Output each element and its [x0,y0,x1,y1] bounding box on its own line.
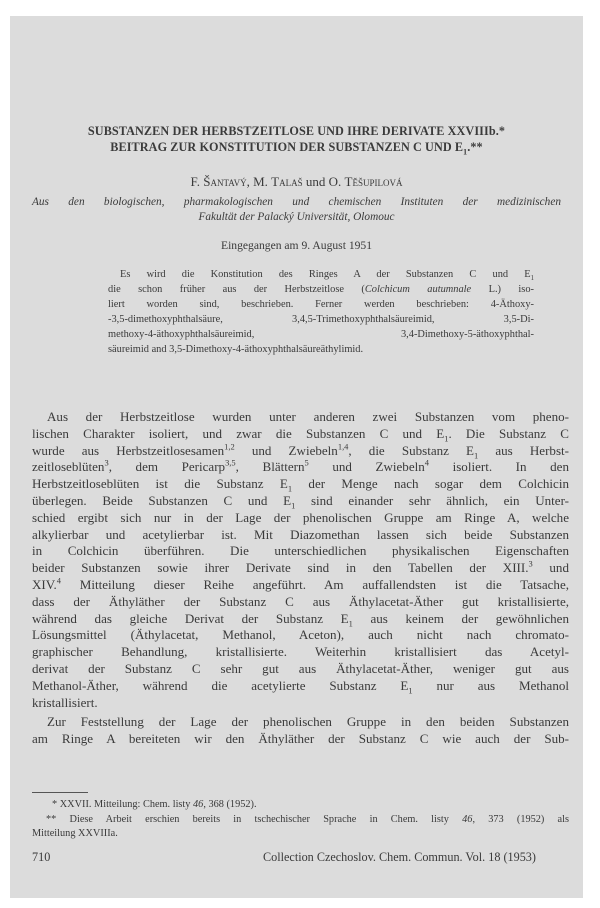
footnote-mark: ** [46,814,70,825]
text: aus Herbst- [478,442,569,458]
text: dass der Äthyläther der Substanz C aus Äthylacetat-Äther gut kristallisierte, [32,593,569,609]
paragraph-1-line [32,426,569,443]
reference-superscript: 1,2 [224,441,235,452]
institution-line-2: Fakultät der Palacký Universität, Olomouc [198,211,395,223]
reference-superscript: 4 [424,458,430,469]
subscript: 1 [348,618,353,629]
text: der Menge nach sogar dem Colchicin [292,476,569,492]
abstract-line [108,282,534,297]
text: Aus der Herbstzeitlose wurden unter anderen zwei Substanzen vom pheno- [47,409,569,424]
reference-superscript: 5 [304,458,309,469]
paragraph-2-line [32,731,569,748]
paragraph-1-line [32,409,569,426]
abstract [108,267,534,358]
abstract-line: -3,5-dimethoxyphthalsäure, 3,4,5-Trimethoxyphthalsäureimid, 3,5-Di- [108,314,534,326]
subscript: 1 [287,483,293,494]
footnote-mark: * [52,799,60,810]
body-text [32,409,569,748]
reference-superscript: 3 [528,558,533,569]
text: alkylierbar und acetylierbar ist. Mit Diazomethan lassen sich beide Substanzen [32,526,569,542]
reference-superscript: 1,4 [337,441,349,452]
author-separator: und O. [302,174,345,189]
authors [10,174,583,190]
scanned-page [10,16,583,898]
journal-citation: Collection Czechoslov. Chem. Commun. Vol. 18 (1953) [263,850,536,864]
subscript: 1 [444,433,449,444]
text: und [532,560,569,576]
paragraph-1-line [32,577,569,594]
text: in Colchicin überführen. Die unterschiedlichen physikalischen Eigenschaften [32,543,569,559]
paragraph-1-line [32,459,569,476]
text: wurde aus Herbstzeitlosesamen [32,442,225,458]
subscript: 1 [530,275,534,283]
author-1-name: Šantavý [203,174,247,189]
paragraph-1-line [32,476,569,493]
author-separator: , M. [246,174,272,189]
footnote-2-continued: Mitteilung XXVIIIa. [32,828,118,839]
text: am Ringe A bereiteten wir den Äthyläther der Substanz C wie auch der Sub- [32,731,569,747]
title-subscript: 1 [463,147,468,157]
text: Mitteilung dieser Reihe angeführt. Am auffallendsten ist die Tatsache, [61,576,569,592]
text: isoliert. In den [429,459,569,475]
paragraph-1-line [32,527,569,544]
paragraph-1-line [32,661,569,678]
subscript: 1 [408,685,413,696]
text: Herbstzeitloseblüten ist die Substanz E [32,476,288,492]
paragraph-1-line [32,510,569,527]
title-line-1: SUBSTANZEN DER HERBSTZEITLOSE UND IHRE DERIVATE XXVIIIb.* [87,124,506,138]
paragraph-2-line [32,714,569,731]
text: , 373 (1952) als [472,814,569,825]
abstract-line [108,267,534,282]
text: derivat der Substanz C sehr gut aus Äthylacetat-Äther, weniger gut aus [32,660,569,676]
text: und Zwiebeln [234,442,338,458]
text: überlegen. Beide Substanzen C und E [32,492,292,508]
text: Es wird die Konstitution des Ringes A der Substanzen C und E [120,269,531,280]
text: , Blättern [235,459,305,475]
volume: 46 [462,814,473,825]
text: Methanol-Äther, während die acetylierte Substanz E [32,677,409,693]
abstract-line: liert worden sind, beschrieben. Ferner werden beschrieben: 4-Äthoxy- [108,299,534,311]
page-number: 710 [32,850,51,864]
text: während das gleiche Derivat der Substanz E [32,610,349,626]
text: lischen Charakter isoliert, und zwar die Substanzen C und E [32,425,445,441]
abstract-line: säureimid and 3,5-Dimethoxy-4-äthoxyphthalsäureäthylimid. [108,344,364,356]
species-name: Colchicum autumnale [364,284,472,296]
paragraph-1-line [32,627,569,644]
subscript: 1 [291,500,296,511]
footnote-1 [52,799,257,810]
author-2-name: Talaš [271,174,303,189]
subscript: 1 [474,450,479,461]
text: XXVII. Mitteilung: Chem. listy [59,799,194,810]
text: L.) iso- [471,284,535,296]
text: kristallisiert. [32,694,98,710]
text: , 368 (1952). [203,799,257,810]
text: , die Substanz E [348,442,475,458]
text: , dem Pericarp [108,459,226,475]
text: Lösungsmittel (Äthylacetat, Methanol, Aceton), auch nicht nach chromato- [32,627,569,643]
text: zeitloseblüten [32,459,105,475]
text: die schon früher aus der Herbstzeitlose ( [108,284,365,296]
author-3-name: Těšupilová [344,174,403,189]
paragraph-1-line [32,543,569,560]
text: sind einander sehr ähnlich, ein Unter- [295,492,569,508]
title-line-2-text: BEITRAG ZUR KONSTITUTION DER SUBSTANZEN C UND E [110,140,464,154]
author-1-initial: F. [190,174,204,189]
paragraph-1-line [32,611,569,628]
reference-superscript: 3 [104,458,109,469]
text: beider Substanzen sowie ihrer Derivate sind in den Tabellen der XIII. [32,560,529,576]
text: graphischer Behandlung, kristallisierte. Weiterhin kristallisiert das Acetyl- [32,644,569,660]
institution-line-1: Aus den biologischen, pharmakologischen und chemischen Instituten der medizinischen [32,196,561,208]
text: und Zwiebeln [308,459,425,475]
text: XIV. [32,576,57,592]
text: . Die Substanz C [448,425,569,441]
paragraph-1-line [32,560,569,577]
paragraph-1-line [32,644,569,661]
paragraph-1-line [32,443,569,460]
text: Zur Feststellung der Lage der phenolischen Gruppe in den beiden Substanzen [47,714,569,730]
volume: 46 [193,799,204,810]
text: schied ergibt sich nur in der Lage der phenolischen Gruppe am Ringe A, welche [32,509,569,525]
received-date: Eingegangen am 9. August 1951 [220,239,373,252]
footnote-2 [46,814,569,825]
text: Diese Arbeit erschien bereits in tschechischer Sprache in Chem. listy [69,814,463,825]
paragraph-1-line [32,678,569,695]
reference-superscript: 4 [56,575,62,586]
title-line-2 [10,140,583,155]
title-footnote-mark: .** [467,140,483,154]
text: aus keinem der gewöhnlichen [352,610,569,626]
paragraph-1-line [32,594,569,611]
text: nur aus Methanol [412,677,569,693]
paragraph-1-line [32,695,569,712]
reference-superscript: 3,5 [225,458,236,469]
paragraph-1-line [32,493,569,510]
footnote-rule [32,792,88,793]
abstract-line: methoxy-4-äthoxyphthalsäureimid, 3,4-Dimethoxy-5-äthoxyphthal- [108,329,534,341]
